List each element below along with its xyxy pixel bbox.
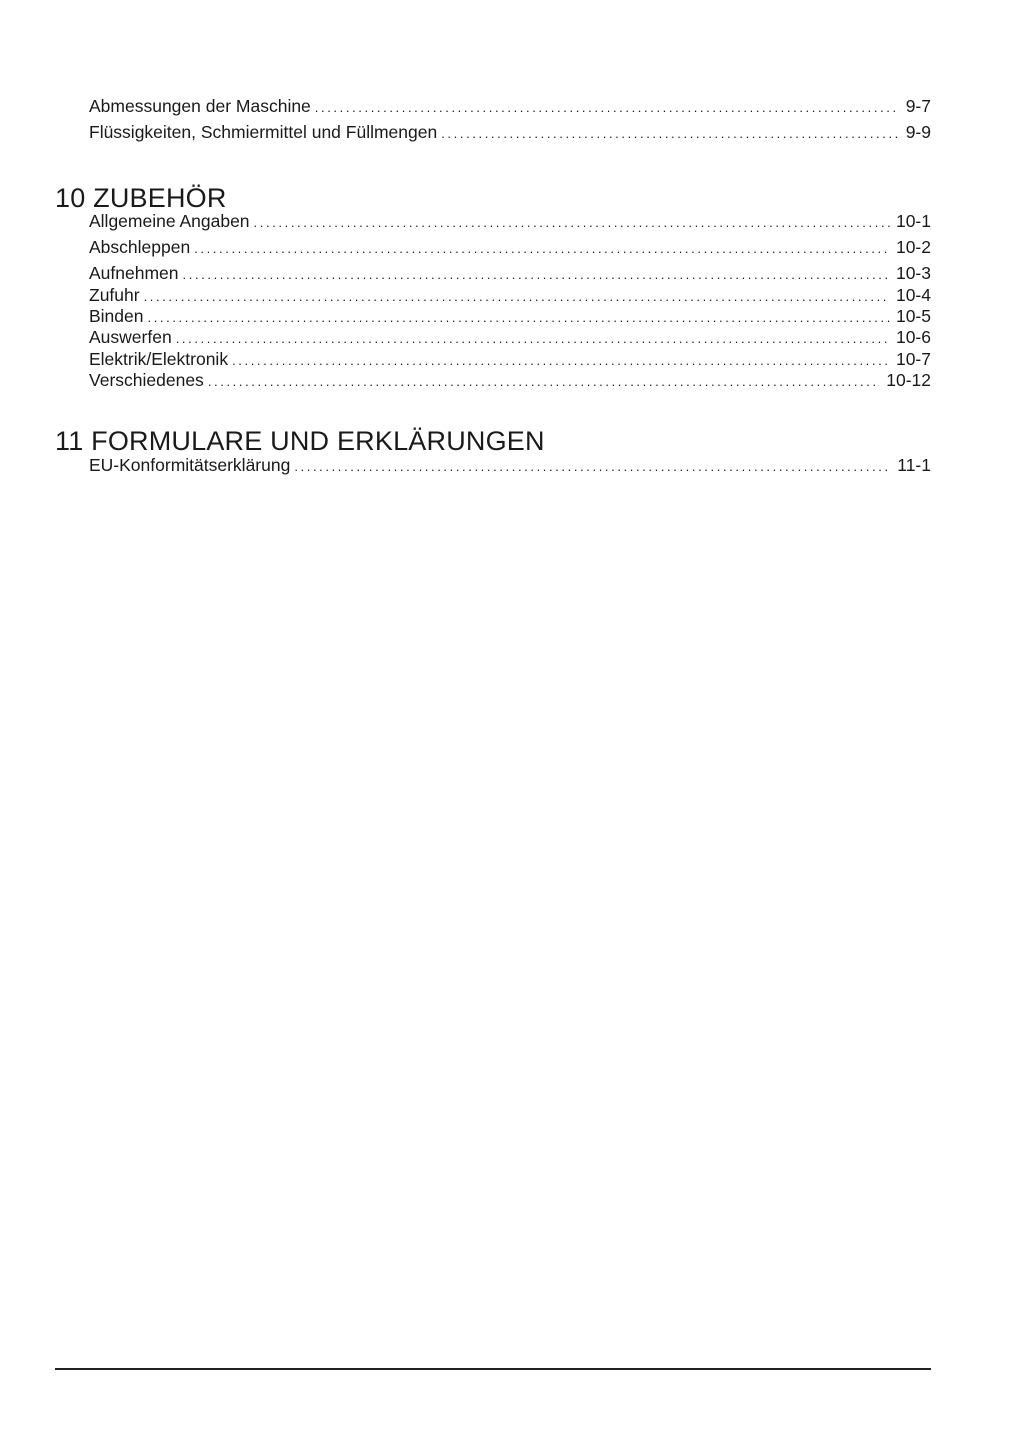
toc-entry[interactable] <box>89 262 931 284</box>
toc-entry[interactable] <box>89 236 931 258</box>
toc-entry-label: Abmessungen der Maschine <box>89 96 311 116</box>
chapter-number: 10 <box>55 183 86 213</box>
toc-entry[interactable] <box>89 348 931 370</box>
toc-entry-page: 10-3 <box>895 263 931 283</box>
toc-entry-page: 9-9 <box>905 122 931 142</box>
chapter-number: 11 <box>55 426 84 456</box>
toc-entry-label: Flüssigkeiten, Schmiermittel und Füllmengen <box>89 122 438 142</box>
toc-entry-page: 10-4 <box>895 285 931 305</box>
toc-entry-label: Allgemeine Angaben <box>89 211 250 231</box>
toc-entry-label: Auswerfen <box>89 327 172 347</box>
toc-entry[interactable] <box>89 305 931 327</box>
toc-entry[interactable] <box>89 326 931 348</box>
toc-entry-label: Zufuhr <box>89 285 140 305</box>
toc-entry[interactable] <box>89 121 931 143</box>
toc-entry[interactable] <box>89 95 931 117</box>
toc-entry[interactable] <box>89 369 931 391</box>
toc-entry-label: EU-Konformitätserklärung <box>89 455 291 475</box>
toc-entry-page: 10-1 <box>895 211 931 231</box>
toc-entry-label: Elektrik/Elektronik <box>89 349 229 369</box>
toc-entry-page: 10-12 <box>886 370 931 390</box>
chapter-heading[interactable] <box>55 183 227 213</box>
toc-entry[interactable] <box>89 454 931 476</box>
dot-leader <box>176 328 890 350</box>
toc-entry-page: 10-7 <box>895 349 931 369</box>
chapter-title: FORMULARE UND ERKLÄRUNGEN <box>91 426 545 456</box>
chapter-heading[interactable] <box>55 426 545 456</box>
toc-entry-label: Aufnehmen <box>89 263 179 283</box>
toc-entry-label: Abschleppen <box>89 237 191 257</box>
toc-entry[interactable] <box>89 210 931 232</box>
toc-entry-page: 10-6 <box>895 327 931 347</box>
dot-leader <box>208 371 880 393</box>
toc-entry-page: 9-7 <box>905 96 931 116</box>
toc-entry-page: 10-5 <box>895 306 931 326</box>
toc-entry-label: Binden <box>89 306 144 326</box>
toc-entry[interactable] <box>89 284 931 306</box>
chapter-title: ZUBEHÖR <box>93 183 227 213</box>
dot-leader <box>194 238 890 260</box>
toc-entry-page: 10-2 <box>895 237 931 257</box>
dot-leader <box>183 264 890 286</box>
dot-leader <box>254 212 890 234</box>
toc-entry-label: Verschiedenes <box>89 370 204 390</box>
dot-leader <box>315 97 900 119</box>
footer-divider <box>55 1368 931 1370</box>
dot-leader <box>441 123 899 145</box>
toc-entry-page: 11-1 <box>897 455 931 475</box>
dot-leader <box>294 456 891 478</box>
